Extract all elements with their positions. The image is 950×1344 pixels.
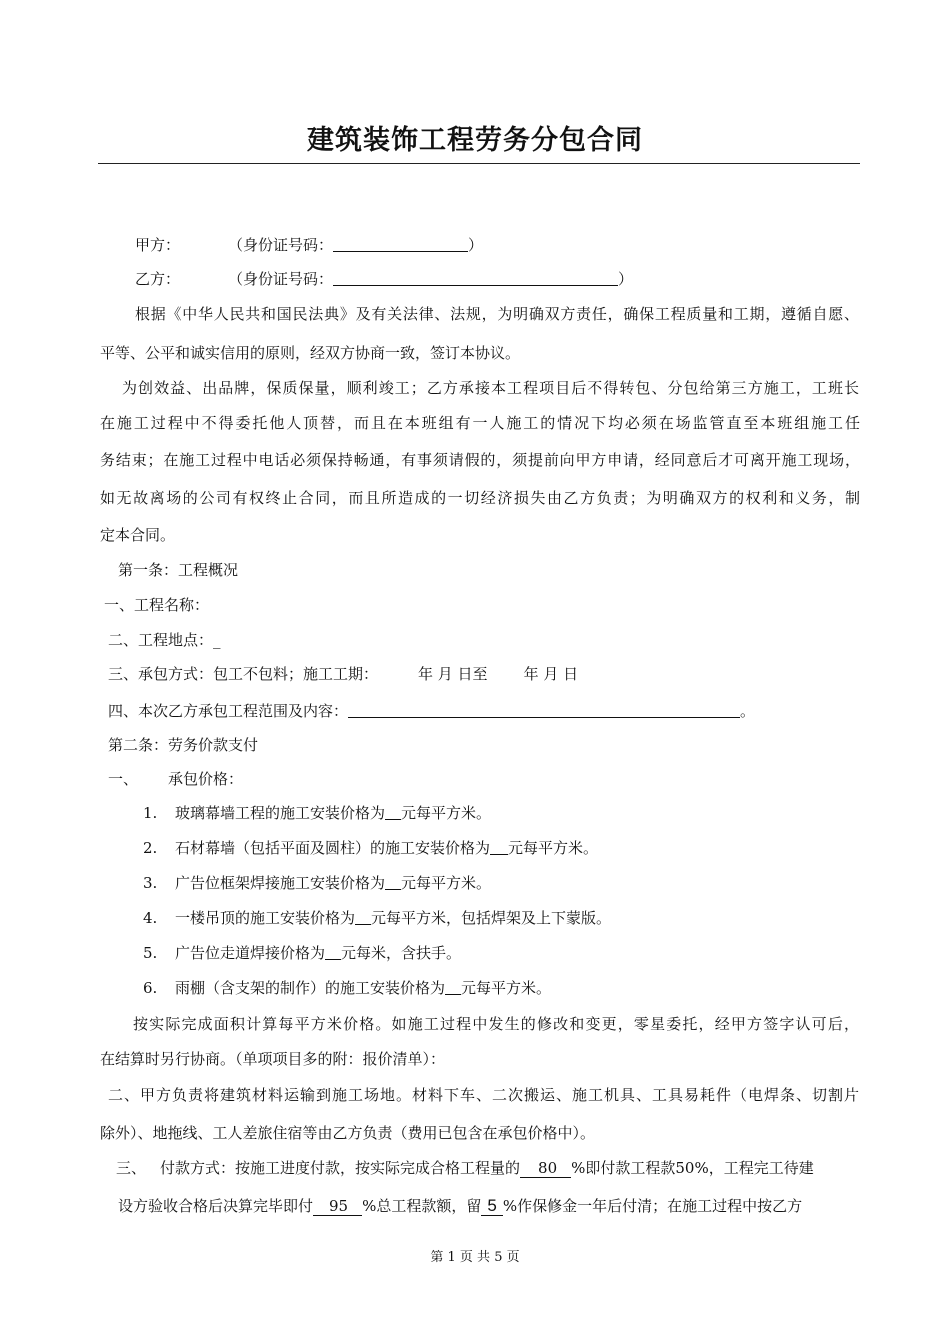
- article-1-heading: 第一条：工程概况: [118, 561, 239, 579]
- materials-line: 除外）、地拖线、工人差旅住宿等由乙方负责（费用已包含在承包价格中）。: [100, 1124, 596, 1142]
- paragraph-line: 在施工过程中不得委托他人顶替，而且在本班组有一人施工的情况下均必须在场监管直至本班组施工任: [100, 414, 860, 432]
- price-item-num: 1.: [143, 804, 158, 822]
- progress-percent-value: 80: [520, 1159, 571, 1178]
- project-location-line: 二、工程地点：_: [108, 631, 221, 649]
- party-a-close: ）: [468, 236, 484, 254]
- payment-line: [118, 1196, 802, 1216]
- price-item-unit: 元每平方米。: [401, 874, 492, 892]
- party-b-close: ）: [618, 270, 634, 288]
- payment-line: [116, 1158, 814, 1178]
- price-item-text: 一楼吊顶的施工安装价格为: [175, 909, 356, 927]
- party-a-line: [135, 235, 483, 255]
- payment-text: %作保修金一年后付清；在施工过程中按乙方: [502, 1197, 803, 1215]
- project-name-line: 一、工程名称：: [104, 596, 210, 614]
- price-item: [143, 943, 461, 963]
- price-item-num: 2.: [143, 839, 158, 857]
- final-percent-value: 95: [313, 1197, 362, 1216]
- contract-method-line: [108, 664, 578, 684]
- party-a-label: 甲方：: [135, 236, 181, 254]
- payment-text: 设方验收合格后决算完毕即付: [118, 1197, 314, 1215]
- settlement-line: 在结算时另行协商。（单项项目多的附：报价清单）：: [100, 1050, 446, 1068]
- price-item-num: 4.: [143, 909, 158, 927]
- price-subheading: [108, 769, 243, 789]
- party-b-line: [135, 269, 633, 289]
- party-b-id-blank: [333, 269, 618, 286]
- price-subheading-label: 承包价格：: [168, 770, 244, 788]
- price-item-num: 5.: [143, 944, 158, 962]
- price-item-unit: 元每平方米。: [508, 839, 599, 857]
- retention-percent-value: 5: [481, 1196, 502, 1216]
- price-blank: [385, 803, 401, 820]
- party-a-id-blank: [333, 235, 468, 252]
- price-item: [143, 873, 491, 893]
- party-a-id-label: （身份证号码：: [228, 236, 334, 254]
- price-item-unit: 元每米，含扶手。: [341, 944, 462, 962]
- document-title: 建筑装饰工程劳务分包合同: [307, 125, 643, 156]
- price-subheading-num: 一、: [108, 770, 139, 788]
- price-item: [143, 908, 611, 928]
- scope-label: 四、本次乙方承包工程范围及内容：: [108, 702, 349, 720]
- article-2-heading: 第二条：劳务价款支付: [108, 736, 259, 754]
- payment-text: %总工程款额，留: [362, 1197, 482, 1215]
- payment-text: %即付款工程款50%，工程完工待建: [571, 1159, 814, 1177]
- intro-line: 根据《中华人民共和国民法典》及有关法律、法规，为明确双方责任，确保工程质量和工期，遵循自愿、: [135, 305, 859, 323]
- price-item-num: 3.: [143, 874, 158, 892]
- scope-end: 。: [740, 702, 756, 720]
- period-start: 年 月 日至: [418, 665, 488, 683]
- price-item: [143, 803, 491, 823]
- price-item-num: 6.: [143, 979, 158, 997]
- price-blank: [325, 943, 341, 960]
- party-b-id-label: （身份证号码：: [228, 270, 334, 288]
- payment-text: 付款方式：按施工进度付款，按实际完成合格工程量的: [160, 1159, 521, 1177]
- price-item-text: 雨棚（含支架的制作）的施工安装价格为: [175, 979, 446, 997]
- price-item-text: 广告位框架焊接施工安装价格为: [175, 874, 386, 892]
- paragraph-line: 如无故离场的公司有权终止合同，而且所造成的一切经济损失由乙方负责；为明确双方的权利和义务，制: [100, 489, 860, 507]
- intro-line: 平等、公平和诚实信用的原则，经双方协商一致，签订本协议。: [100, 344, 521, 362]
- price-item-unit: 元每平方米。: [401, 804, 492, 822]
- price-item-text: 广告位走道焊接价格为: [175, 944, 326, 962]
- price-blank: [385, 873, 401, 890]
- price-item-text: 玻璃幕墙工程的施工安装价格为: [175, 804, 386, 822]
- paragraph-line: 定本合同。: [100, 526, 176, 544]
- title-underline: [98, 163, 860, 164]
- materials-line: 二、甲方负责将建筑材料运输到施工场地。材料下车、二次搬运、施工机具、工具易耗件（电焊条、切割片: [108, 1086, 859, 1104]
- price-item: [143, 838, 598, 858]
- price-item: [143, 978, 551, 998]
- price-blank: [445, 978, 461, 995]
- price-item-unit: 元每平方米，包括焊架及上下蒙版。: [371, 909, 612, 927]
- price-blank: [490, 838, 508, 855]
- settlement-line: 按实际完成面积计算每平方米价格。如施工过程中发生的修改和变更，零星委托，经甲方签字认可后，: [133, 1015, 859, 1033]
- party-b-label: 乙方：: [135, 270, 181, 288]
- price-blank: [355, 908, 371, 925]
- period-end: 年 月 日: [523, 665, 579, 683]
- contract-method-label: 三、承包方式：包工不包料；施工工期：: [108, 665, 379, 683]
- paragraph-line: 为创效益、出品牌，保质保量，顺利竣工；乙方承接本工程项目后不得转包、分包给第三方施工，工班长: [122, 379, 859, 397]
- scope-line: [108, 701, 755, 721]
- price-item-text: 石材幕墙（包括平面及圆柱）的施工安装价格为: [175, 839, 491, 857]
- payment-num: 三、: [116, 1159, 147, 1177]
- scope-blank: [348, 701, 740, 718]
- paragraph-line: 务结束；在施工过程中电话必须保持畅通，有事须请假的，须提前向甲方申请，经同意后才可离开施工现场，: [100, 451, 860, 469]
- price-item-unit: 元每平方米。: [461, 979, 552, 997]
- page-footer: 第 1 页 共 5 页: [430, 1250, 520, 1265]
